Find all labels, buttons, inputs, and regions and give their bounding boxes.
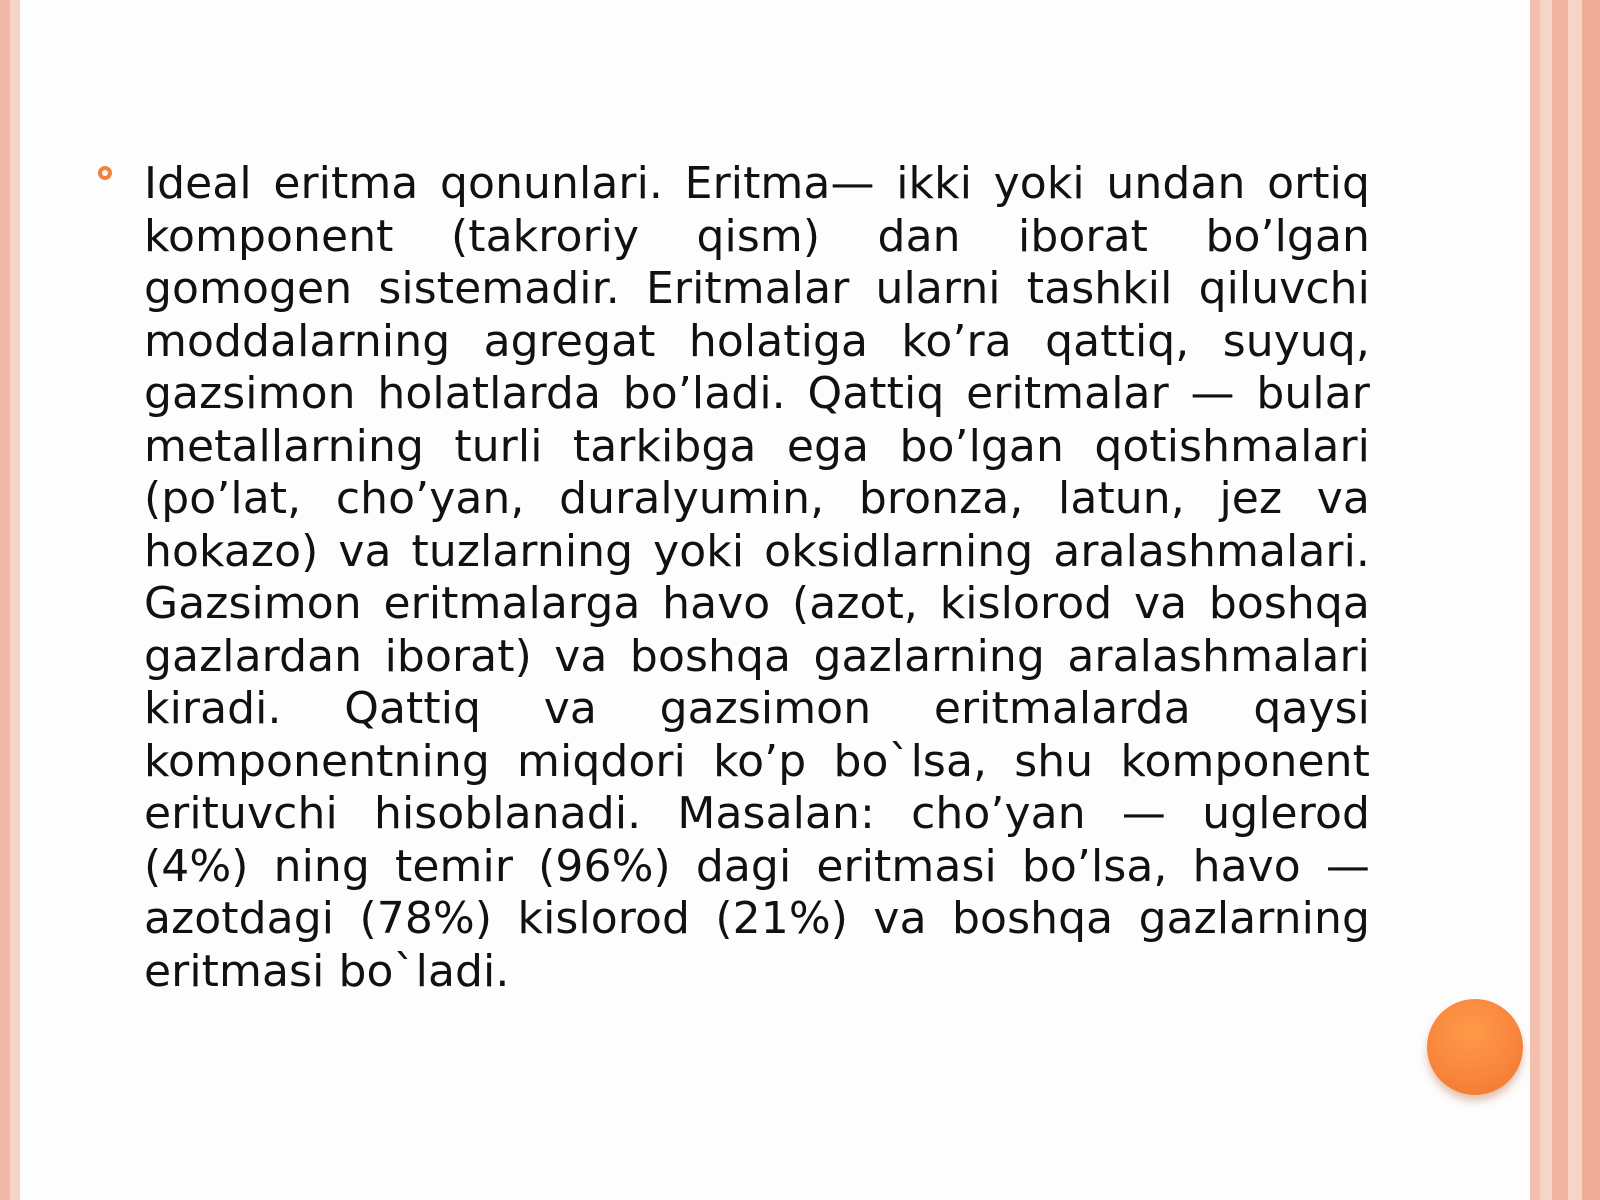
orange-circle-decoration [1427, 999, 1523, 1095]
body-paragraph: Ideal eritma qonunlari. Eritma— ikki yoki undan ortiq komponent (takroriy qism) dan iborat bo’lgan gomogen sistemadir. Eritmalar ularni tashkil qiluvchi moddalarning agregat holatiga ko’ra qattiq, suyuq, gazsimon holatlarda bo’ladi. Qattiq eritmalar — bular metallarning turli tarkibga ega bo’lgan qotishmalari (po’lat, cho’yan, duralyumin, bronza, latun, jez va hokazo) va tuzlarning yoki oksidlarning aralashmalari. Gazsimon eritmalarga havo (azot, kislorod va boshqa gazlardan iborat) va boshqa gazlarning aralashmalari kiradi. Qattiq va gazsimon eritmalarda qaysi komponentning miqdori ko’p bo`lsa, shu komponent erituvchi hisoblanadi. Masalan: cho’yan — uglerod (4%) ning temir (96%) dagi eritmasi bo’lsa, havo — azotdagi (78%) kislorod (21%) va boshqa gazlarning eritmasi bo`ladi. [144, 158, 1370, 997]
slide-content [98, 158, 1370, 998]
right-border-stripe [1582, 0, 1600, 1200]
right-decorative-border [1530, 0, 1600, 1200]
left-decorative-border [0, 0, 20, 1200]
bullet-icon [98, 166, 112, 180]
right-border-stripe [1552, 0, 1568, 1200]
right-border-stripe [1530, 0, 1540, 1200]
